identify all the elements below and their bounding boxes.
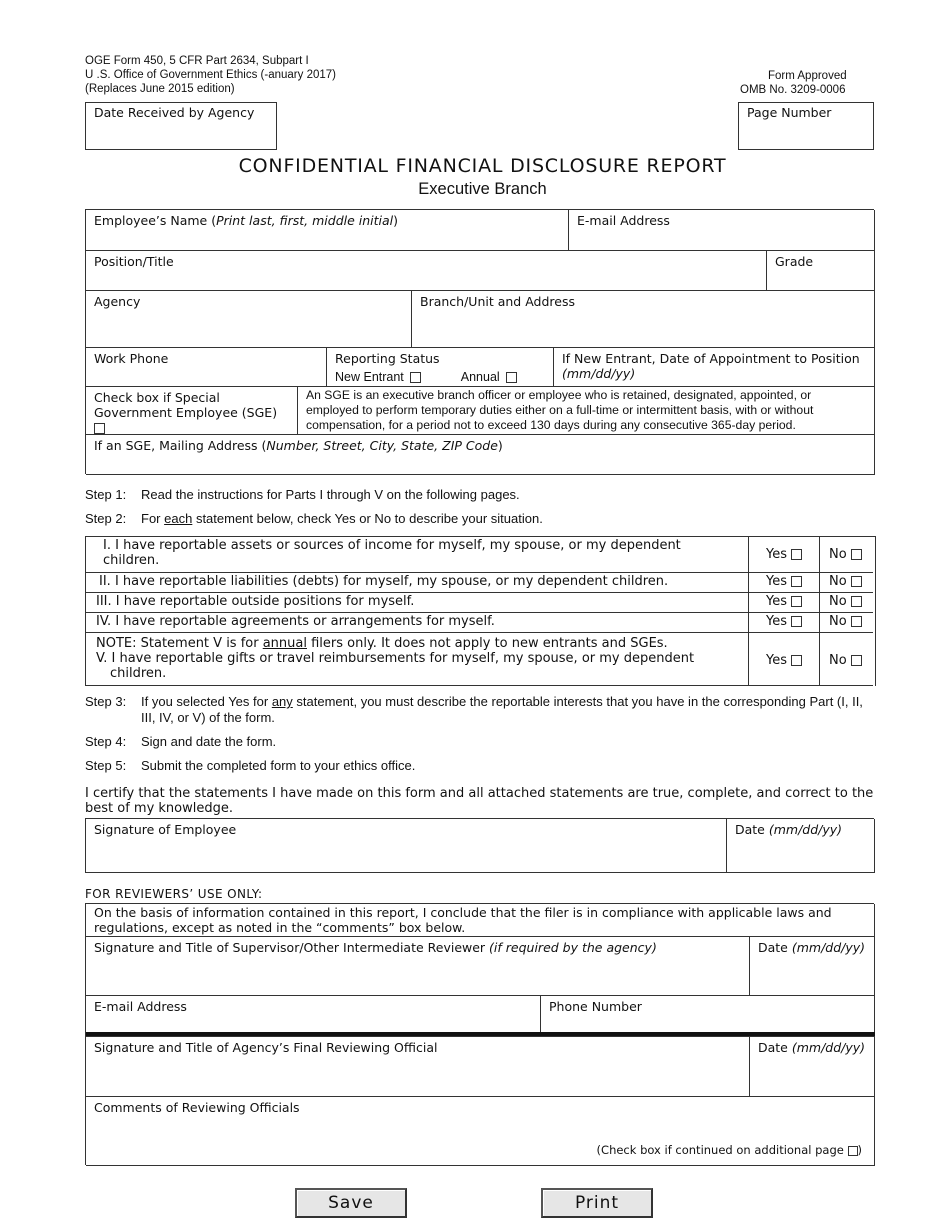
- sge-checkbox[interactable]: [94, 423, 105, 434]
- step-3: [85, 694, 875, 726]
- step-1: [85, 487, 520, 503]
- employee-signature-label: Signature of Employee: [94, 822, 237, 837]
- sge-mailing-hint: Number, Street, City, State, ZIP Code: [266, 438, 498, 453]
- reporting-status-label: Reporting Status: [335, 351, 440, 366]
- reviewer-phone-field[interactable]: [541, 996, 875, 1033]
- question-2-num: II.: [99, 574, 111, 589]
- step-4-text: Sign and date the form.: [141, 734, 277, 749]
- annual-checkbox[interactable]: [506, 372, 517, 383]
- agency-field[interactable]: [86, 291, 412, 348]
- date-received-label: Date Received by Agency: [94, 105, 255, 120]
- page-title: CONFIDENTIAL FINANCIAL DISCLOSURE REPORT: [238, 155, 727, 177]
- sge-mailing-address-field[interactable]: [86, 435, 875, 475]
- sge-mailing-close: ): [497, 438, 503, 453]
- step-3-num: Step 3:: [85, 694, 127, 709]
- employee-date-field[interactable]: [727, 819, 875, 873]
- branch-address-label: Branch/Unit and Address: [420, 294, 575, 309]
- employee-email-label: E-mail Address: [577, 213, 670, 228]
- question-4-yes-checkbox[interactable]: [791, 616, 802, 627]
- final-reviewer-signature-label: Signature and Title of Agency’s Final Reviewing Official: [94, 1040, 438, 1055]
- print-button[interactable]: Print: [541, 1188, 653, 1218]
- position-title-label: Position/Title: [94, 254, 174, 269]
- employee-name-label: Employee’s Name (: [94, 213, 217, 228]
- question-1-yes-checkbox[interactable]: [791, 549, 802, 560]
- employee-signature-field[interactable]: [86, 819, 727, 873]
- reporting-status-field: [327, 348, 554, 387]
- employee-name-field[interactable]: [86, 210, 569, 251]
- page-number-box[interactable]: [738, 102, 874, 150]
- supervisor-date-field[interactable]: [750, 937, 875, 996]
- supervisor-signature-field[interactable]: [86, 937, 750, 996]
- question-4-text: I have reportable agreements or arrangements for myself.: [115, 614, 495, 629]
- reviewer-email-label: E-mail Address: [94, 999, 187, 1014]
- new-entrant-checkbox[interactable]: [410, 372, 421, 383]
- question-1-row: [86, 537, 873, 573]
- reviewer-comments-label: Comments of Reviewing Officials: [94, 1100, 300, 1115]
- work-phone-label: Work Phone: [94, 351, 169, 366]
- question-5-no-checkbox[interactable]: [851, 655, 862, 666]
- page-number-label: Page Number: [747, 105, 832, 120]
- final-reviewer-date-field[interactable]: [750, 1036, 875, 1097]
- question-1-yes-label: Yes: [766, 547, 787, 562]
- question-4-num: IV.: [96, 614, 112, 629]
- form-approved: Form Approved: [768, 70, 847, 82]
- office-line: U .S. Office of Government Ethics (-anuary 2017): [85, 69, 336, 81]
- supervisor-signature-hint: (if required by the agency): [489, 940, 657, 955]
- step-2: [85, 511, 543, 527]
- final-reviewer-date-label: Date: [758, 1040, 792, 1055]
- grade-label: Grade: [775, 254, 814, 269]
- question-2-text: I have reportable liabilities (debts) for myself, my spouse, or my dependent children.: [114, 574, 669, 589]
- supervisor-date-label: Date: [758, 940, 792, 955]
- grade-field[interactable]: [767, 251, 875, 291]
- question-5-note: [96, 636, 736, 651]
- question-3-text: I have reportable outside positions for myself.: [115, 594, 415, 609]
- new-entrant-label: New Entrant: [335, 370, 404, 384]
- step-5: [85, 758, 415, 774]
- sge-check-field: [86, 387, 298, 435]
- step-3-pre: If you selected Yes for: [141, 694, 272, 709]
- sge-mailing-label: If an SGE, Mailing Address (: [94, 438, 267, 453]
- reviewers-heading: FOR REVIEWERS’ USE ONLY:: [85, 887, 263, 901]
- appointment-date-hint: (mm/dd/yy): [562, 366, 636, 381]
- employee-date-hint: (mm/dd/yy): [768, 822, 843, 837]
- question-3-row: [86, 593, 873, 613]
- branch-address-field[interactable]: [412, 291, 875, 348]
- step-1-text: Read the instructions for Parts I through V on the following pages.: [141, 487, 520, 502]
- appointment-date-field[interactable]: [554, 348, 875, 387]
- employee-email-field[interactable]: [569, 210, 875, 251]
- question-1-num: I.: [103, 538, 111, 553]
- question-4-row: [86, 613, 873, 633]
- step-5-num: Step 5:: [85, 758, 127, 773]
- employee-name-close: ): [393, 213, 399, 228]
- employee-signature-block: [85, 818, 874, 873]
- question-3-no-label: No: [829, 594, 847, 609]
- question-2-no-checkbox[interactable]: [851, 576, 862, 587]
- appointment-date-label: If New Entrant, Date of Appointment to Position: [562, 351, 860, 366]
- step-2-pre: For: [141, 511, 165, 526]
- sge-check-label: Check box if Special Government Employee (SGE): [94, 390, 278, 420]
- replaces-line: (Replaces June 2015 edition): [85, 83, 235, 95]
- question-5-yes-checkbox[interactable]: [791, 655, 802, 666]
- reviewers-block: [85, 903, 874, 1165]
- question-5-note-post: filers only. It does not apply to new entrants and SGEs.: [306, 636, 668, 651]
- question-2-yes-checkbox[interactable]: [791, 576, 802, 587]
- question-3-yes-label: Yes: [766, 594, 787, 609]
- certification-statement: I certify that the statements I have made on this form and all attached statements are true, complete, and correct to the best of my knowledge.: [85, 786, 874, 816]
- omb-number: OMB No. 3209-0006: [740, 84, 846, 96]
- supervisor-signature-label: Signature and Title of Supervisor/Other Intermediate Reviewer: [94, 940, 490, 955]
- employee-info-block: [85, 209, 874, 474]
- question-5-row: [86, 633, 873, 686]
- reviewer-phone-label: Phone Number: [549, 999, 642, 1014]
- step-2-each: each: [164, 511, 193, 526]
- form-id: OGE Form 450, 5 CFR Part 2634, Subpart I: [85, 55, 309, 67]
- agency-label: Agency: [94, 294, 141, 309]
- question-3-no-checkbox[interactable]: [851, 596, 862, 607]
- question-5-note-annual: annual: [262, 636, 307, 651]
- employee-name-hint: Print last, first, middle initial: [216, 213, 394, 228]
- question-2-no-label: No: [829, 574, 847, 589]
- step-3-any: any: [271, 694, 293, 709]
- supervisor-date-hint: (mm/dd/yy): [791, 940, 866, 955]
- reviewer-comments-field[interactable]: [86, 1097, 875, 1166]
- step-3-post: statement, you must describe the reportable interests that you have in the corresponding Part (I, II, III, IV, or V) of the form.: [141, 694, 863, 725]
- question-1-no-checkbox[interactable]: [851, 549, 862, 560]
- save-button[interactable]: Save: [295, 1188, 407, 1218]
- final-reviewer-date-hint: (mm/dd/yy): [791, 1040, 866, 1055]
- continued-checkbox[interactable]: [848, 1146, 858, 1156]
- reviewer-conclusion: [86, 904, 875, 937]
- question-5-text: I have reportable gifts or travel reimbursements for myself, my spouse, or my dependent children.: [110, 651, 695, 681]
- question-4-no-label: No: [829, 614, 847, 629]
- work-phone-field[interactable]: [86, 348, 327, 387]
- continued-post: ): [857, 1143, 862, 1157]
- question-5-note-pre: NOTE: Statement V is for: [96, 636, 263, 651]
- question-3-yes-checkbox[interactable]: [791, 596, 802, 607]
- question-5-yes-label: Yes: [766, 653, 787, 668]
- step-4-num: Step 4:: [85, 734, 127, 749]
- question-4-yes-label: Yes: [766, 614, 787, 629]
- question-5-num: V.: [96, 651, 108, 666]
- question-5-no-label: No: [829, 653, 847, 668]
- page-subtitle: Executive Branch: [418, 180, 547, 198]
- final-reviewer-signature-field[interactable]: [86, 1036, 750, 1097]
- step-4: [85, 734, 276, 750]
- reviewer-email-field[interactable]: [86, 996, 541, 1033]
- step-2-post: statement below, check Yes or No to describe your situation.: [192, 511, 543, 526]
- position-title-field[interactable]: [86, 251, 767, 291]
- step-1-num: Step 1:: [85, 487, 127, 502]
- question-3-num: III.: [96, 594, 112, 609]
- question-4-no-checkbox[interactable]: [851, 616, 862, 627]
- reviewer-conclusion-text: On the basis of information contained in this report, I conclude that the filer is in compliance with applicable laws and regulations, except as noted in the “comments” box below.: [94, 905, 832, 935]
- question-1-no-label: No: [829, 547, 847, 562]
- question-1-text: I have reportable assets or sources of income for myself, my spouse, or my dependent children.: [103, 538, 681, 568]
- sge-description: [298, 387, 875, 435]
- question-2-row: [86, 573, 873, 593]
- step-5-text: Submit the completed form to your ethics office.: [141, 758, 416, 773]
- sge-description-text: An SGE is an executive branch officer or employee who is retained, designated, appointed, or employed to perform temporary duties either on a full-time or intermittent basis, with or without compensation, for a period not to exceed 130 days during any consecutive 365-day period.: [306, 388, 814, 432]
- question-2-yes-label: Yes: [766, 574, 787, 589]
- date-received-box[interactable]: [85, 102, 277, 150]
- employee-date-label: Date: [735, 822, 769, 837]
- step-2-num: Step 2:: [85, 511, 127, 526]
- continued-pre: (Check box if continued on additional page: [596, 1143, 848, 1157]
- annual-label: Annual: [460, 370, 500, 384]
